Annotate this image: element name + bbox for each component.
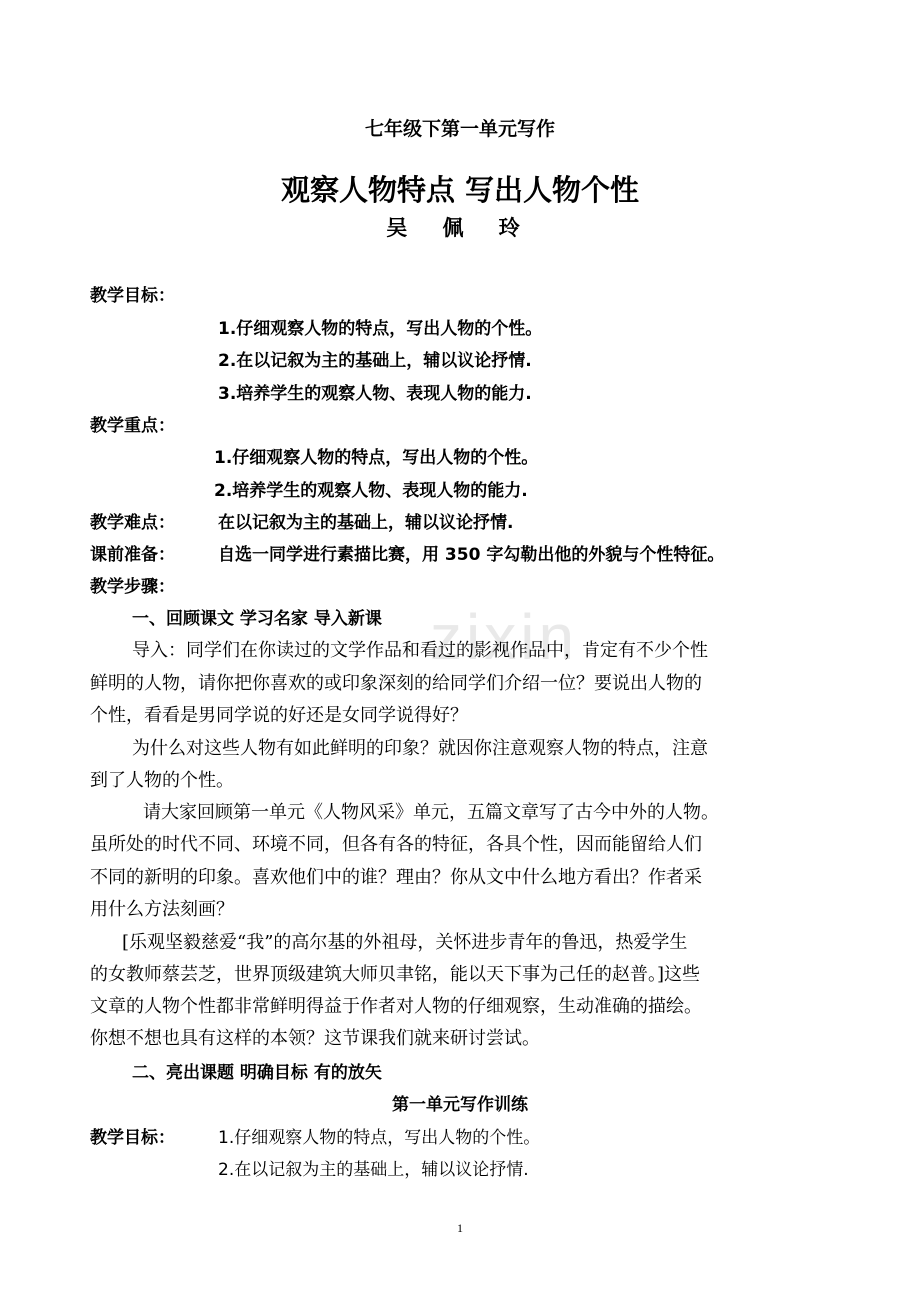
- paragraph-line: 导入：同学们在你读过的文学作品和看过的影视作品中，肯定有不少个性: [132, 640, 708, 661]
- objective2-item: 2.在以记叙为主的基础上，辅以议论抒情.: [218, 1160, 529, 1180]
- document-subtitle: 七年级下第一单元写作: [364, 118, 555, 140]
- objective-item: 2.在以记叙为主的基础上，辅以议论抒情.: [218, 351, 532, 371]
- paragraph-line: 不同的新明的印象。喜欢他们中的谁？理由？你从文中什么地方看出？作者采: [90, 867, 702, 888]
- watermark: zixin: [430, 601, 579, 673]
- section-heading: 二、亮出课题 明确目标 有的放矢: [132, 1063, 382, 1083]
- paragraph-line: 你想不想也具有这样的本领？这节课我们就来研讨尝试。: [90, 1028, 540, 1049]
- objective-item: 3.培养学生的观察人物、表现人物的能力.: [218, 384, 532, 404]
- training-title: 第一单元写作训练: [392, 1095, 528, 1115]
- difficulty-text: 在以记叙为主的基础上，辅以议论抒情.: [218, 513, 514, 533]
- author-name: 吴 佩 玲: [386, 216, 534, 240]
- paragraph-line: 鲜明的人物，请你把你喜欢的或印象深刻的给同学们介绍一位？要说出人物的: [90, 673, 702, 694]
- key-point-item: 2.培养学生的观察人物、表现人物的能力.: [214, 481, 528, 501]
- paragraph-line: 用什么方法刻画？: [90, 899, 234, 920]
- paragraph-line: [乐观坚毅慈爱“我”的高尔基的外祖母，关怀进步青年的鲁迅，热爱学生: [122, 932, 688, 953]
- paragraph-line: 为什么对这些人物有如此鲜明的印象？就因你注意观察人物的特点，注意: [132, 738, 708, 759]
- section-heading: 一、回顾课文 学习名家 导入新课: [132, 609, 382, 629]
- paragraph-line: 文章的人物个性都非常鲜明得益于作者对人物的仔细观察，生动准确的描绘。: [90, 996, 702, 1017]
- document-title: 观察人物特点 写出人物个性: [280, 173, 640, 207]
- preparation-text: 自选一同学进行素描比赛，用 350 字勾勒出他的外貌与个性特征。: [218, 545, 725, 565]
- paragraph-line: 到了人物的个性。: [90, 770, 234, 791]
- paragraph-line: 虽所处的时代不同、环境不同，但各有各的特征，各具个性，因而能留给人们: [90, 834, 702, 855]
- difficulty-label: 教学难点：: [90, 513, 175, 533]
- paragraph-line: 请大家回顾第一单元《人物风采》单元，五篇文章写了古今中外的人物。: [143, 802, 719, 823]
- objective-item: 1.仔细观察人物的特点，写出人物的个性。: [218, 319, 543, 339]
- preparation-label: 课前准备：: [90, 545, 175, 565]
- steps-label: 教学步骤：: [90, 577, 175, 597]
- paragraph-line: 个性，看看是男同学说的好还是女同学说得好？: [90, 705, 468, 726]
- key-points-label: 教学重点：: [90, 416, 175, 436]
- key-point-item: 1.仔细观察人物的特点，写出人物的个性。: [214, 448, 539, 468]
- objective2-item: 1.仔细观察人物的特点，写出人物的个性。: [218, 1128, 541, 1148]
- objectives-label: 教学目标：: [90, 286, 175, 306]
- objectives2-label: 教学目标：: [90, 1128, 175, 1148]
- page-number: 1: [457, 1221, 463, 1235]
- paragraph-line: 的女教师蔡芸芝，世界顶级建筑大师贝聿铭，能以天下事为己任的赵普。]这些: [90, 964, 701, 985]
